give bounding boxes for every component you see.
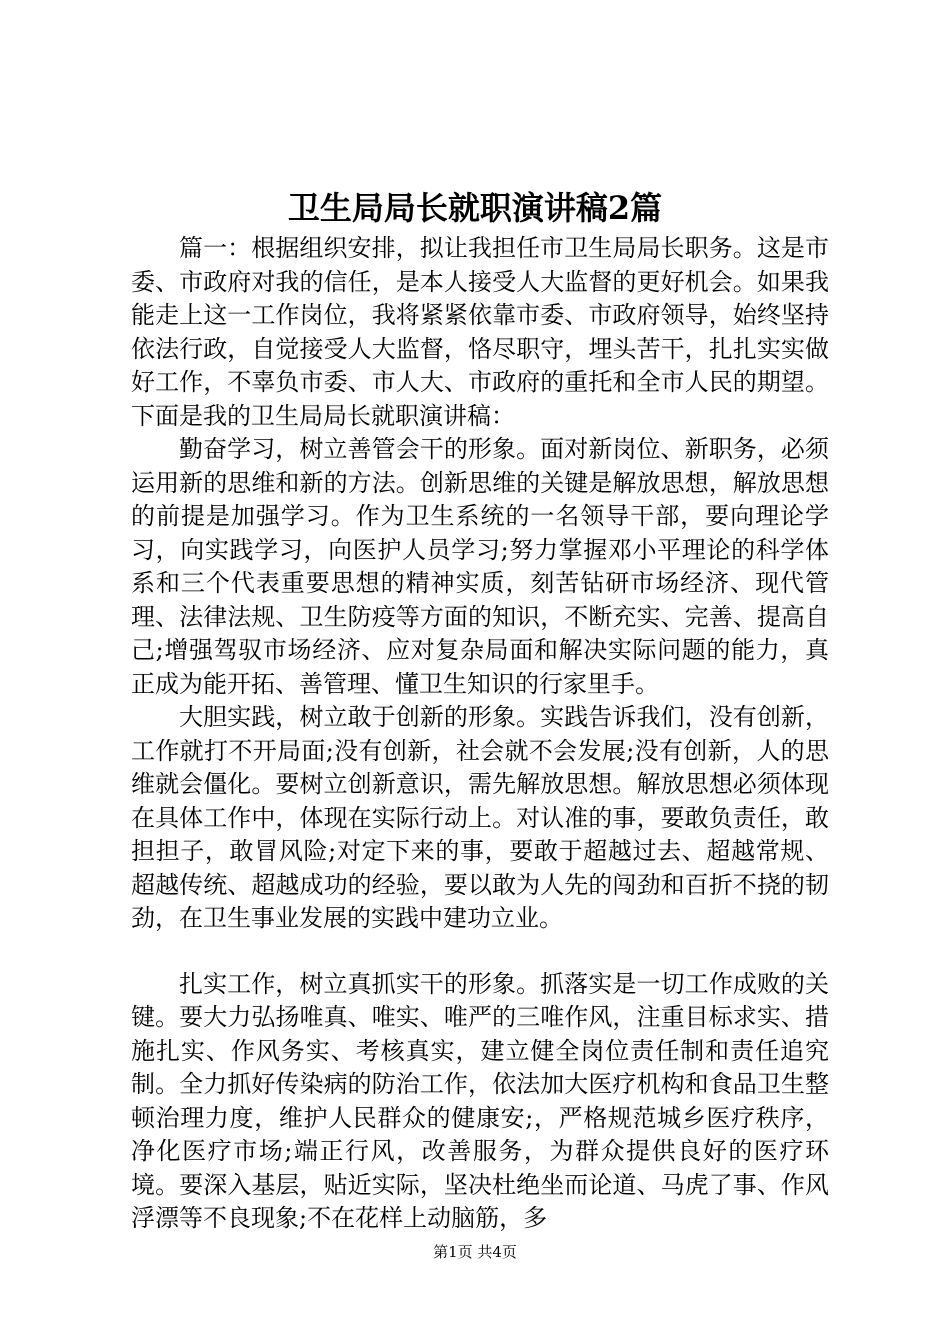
paragraph-work: 扎实工作，树立真抓实干的形象。抓落实是一切工作成败的关键。要大力弘扬唯真、唯实、唯严的三唯作风，注重目标求实、措施扎实、作风务实、考核真实，建立健全岗位责任制和责任追究制。全力抓好传染病的防治工作，依法加大医疗机构和食品卫生整顿治理力度，维护人民群众的健康安;，严格规范城乡医疗秩序，净化医疗市场;端正行风，改善服务，为群众提供良好的医疗环境。要深入基层，贴近实际，坚决杜绝坐而论道、马虎了事、作风浮漂等不良现象;不在花样上动脑筋，多 xyxy=(131,969,829,1232)
paragraph-study: 勤奋学习，树立善管会干的形象。面对新岗位、新职务，必须运用新的思维和新的方法。创新思维的关键是解放思想，解放思想的前提是加强学习。作为卫生系统的一名领导干部，要向理论学习，向实践学习，向医护人员学习;努力掌握邓小平理论的科学体系和三个代表重要思想的精神实质，刻苦钻研市场经济、现代管理、法律法规、卫生防疫等方面的知识，不断充实、完善、提高自己;增强驾驭市场经济、应对复杂局面和解决实际问题的能力，真正成为能开拓、善管理、懂卫生知识的行家里手。 xyxy=(131,435,829,698)
page-number-footer: 第1页 共4页 xyxy=(433,1243,517,1261)
paragraph-practice: 大胆实践，树立敢于创新的形象。实践告诉我们，没有创新，工作就打不开局面;没有创新，社会就不会发展;没有创新，人的思维就会僵化。要树立创新意识，需先解放思想。解放思想必须体现在具体工作中，体现在实际行动上。对认准的事，要敢负责任，敢担担子，敢冒风险;对定下来的事，要敢于超越过去、超越常规、超越传统、超越成功的经验，要以敢为人先的闯劲和百折不挠的韧劲，在卫生事业发展的实践中建功立业。 xyxy=(131,703,829,932)
paragraph-intro: 篇一：根据组织安排，拟让我担任市卫生局局长职务。这是市委、市政府对我的信任，是本人接受人大监督的更好机会。如果我能走上这一工作岗位，我将紧紧依靠市委、市政府领导，始终坚持依法行政，自觉接受人大监督，恪尽职守，埋头苦干，扎扎实实做好工作，不辜负市委、市人大、市政府的重托和全市人民的期望。下面是我的卫生局局长就职演讲稿： xyxy=(131,234,829,430)
document-body xyxy=(131,232,829,1236)
document-title: 卫生局局长就职演讲稿2篇 xyxy=(287,189,663,227)
